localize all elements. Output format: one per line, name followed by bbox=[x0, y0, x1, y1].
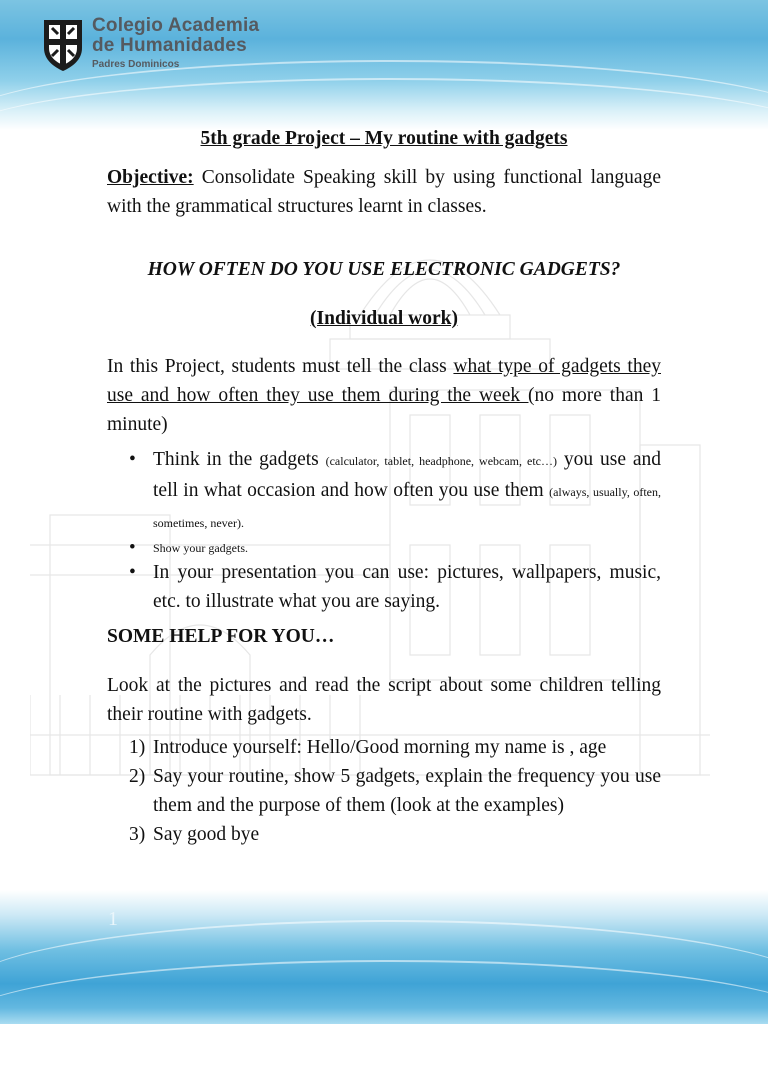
bullet-text: Show your gadgets. bbox=[153, 541, 248, 555]
list-item bbox=[153, 445, 661, 538]
steps-list bbox=[107, 733, 661, 849]
step-text: Introduce yourself: Hello/Good morning my name is , age bbox=[153, 736, 607, 758]
step-text: Say good bye bbox=[153, 823, 260, 845]
list-item bbox=[153, 538, 661, 558]
bullet-text: you use and tell in what occasion and how often you use them bbox=[153, 449, 661, 501]
list-item bbox=[129, 820, 661, 849]
page-number: 1 bbox=[108, 908, 118, 930]
list-item bbox=[129, 733, 661, 762]
intro-paragraph bbox=[107, 352, 661, 439]
step-number: 3) bbox=[129, 823, 146, 845]
bullet-small-text: (always, usually, often, sometimes, never). bbox=[153, 485, 661, 530]
footer-wave bbox=[0, 960, 768, 1082]
bullet-text: In your presentation you can use: pictures, wallpapers, music, etc. to illustrate what you are saying. bbox=[153, 562, 661, 612]
list-item bbox=[129, 762, 661, 820]
step-number: 1) bbox=[129, 736, 146, 758]
document-title: 5th grade Project – My routine with gadgets bbox=[200, 128, 568, 149]
school-shield-logo bbox=[42, 18, 84, 72]
intro-text-end: no more than 1 minute) bbox=[107, 385, 661, 435]
objective-text: Consolidate Speaking skill by using functional language with the grammatical structures learnt in classes. bbox=[107, 167, 661, 217]
objective-paragraph bbox=[107, 163, 661, 221]
step-number: 2) bbox=[129, 765, 146, 787]
intro-underlined: what type of gadgets they use and how often they use them during the week ( bbox=[107, 356, 661, 406]
instruction-list bbox=[107, 445, 661, 616]
bullet-small-text: (calculator, tablet, headphone, webcam, etc…) bbox=[325, 454, 557, 468]
help-heading: SOME HELP FOR YOU… bbox=[107, 626, 335, 647]
document-body bbox=[107, 124, 661, 849]
look-paragraph: Look at the pictures and read the script about some children telling their routine with gadgets. bbox=[107, 674, 661, 725]
school-name-line1: Colegio Academia bbox=[92, 15, 260, 36]
intro-text: In this Project, students must tell the class bbox=[107, 356, 454, 377]
school-name-line2: de Humanidades bbox=[92, 35, 247, 56]
bullet-text: Think in the gadgets bbox=[153, 449, 326, 470]
school-name-line3: Padres Dominicos bbox=[92, 59, 180, 70]
school-brand bbox=[92, 16, 259, 72]
step-text: Say your routine, show 5 gadgets, explain the frequency you use them and the purpose of them (look at the examples) bbox=[153, 765, 661, 816]
question-heading: HOW OFTEN DO YOU USE ELECTRONIC GADGETS? bbox=[147, 259, 621, 280]
question-subheading: (Individual work) bbox=[310, 307, 458, 329]
objective-label: Objective: bbox=[107, 167, 194, 188]
list-item bbox=[153, 558, 661, 616]
